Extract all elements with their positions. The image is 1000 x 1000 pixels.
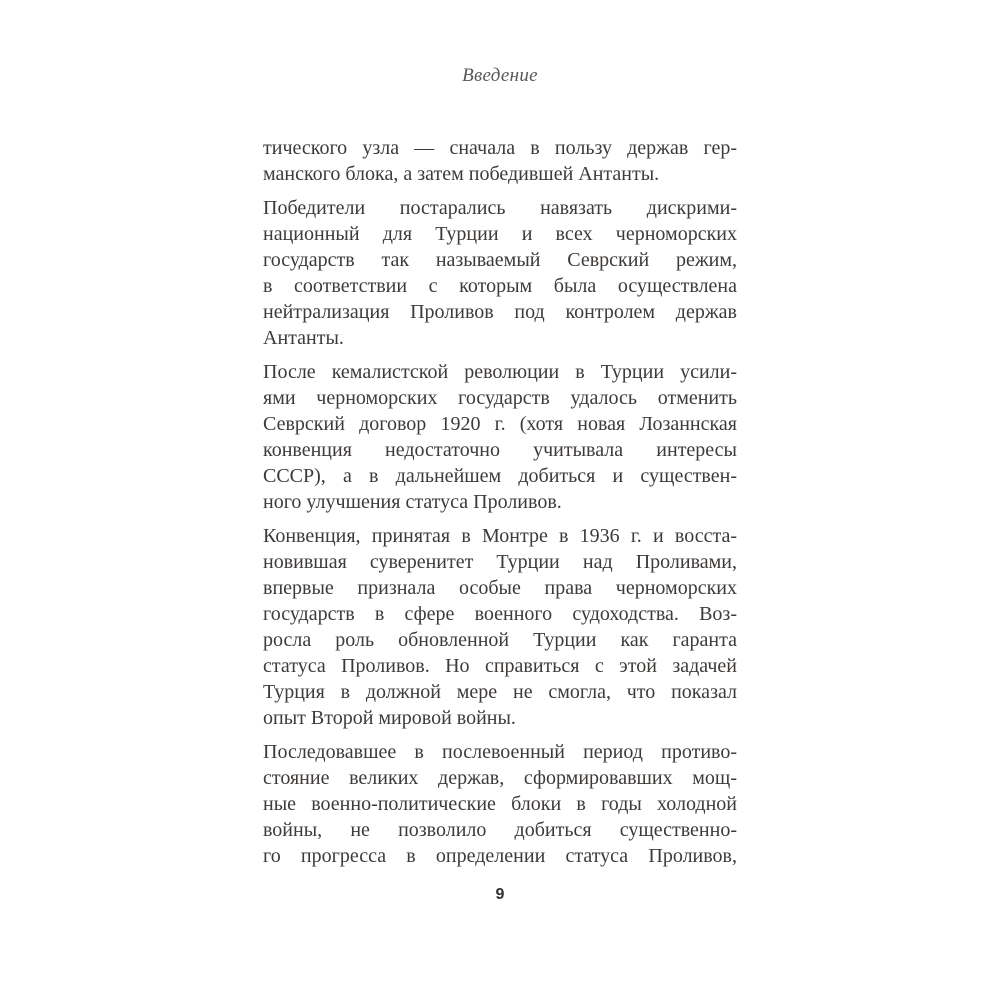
paragraph-4: [263, 523, 737, 731]
text-line: росла роль обновленной Турции как гаранта: [263, 629, 737, 651]
text-line: национный для Турции и всех черноморских: [263, 223, 737, 245]
text-line: тического узла — сначала в пользу держав гер-: [263, 137, 737, 159]
text-line: Конвенция, принятая в Монтре в 1936 г. и восста-: [263, 525, 737, 547]
text-line: Антанты.: [263, 327, 344, 349]
text-line: Последовавшее в послевоенный период противо-: [263, 741, 737, 763]
page-body: [263, 135, 737, 869]
text-line: стояние великих держав, сформировавших мощ-: [263, 767, 737, 789]
text-line: СССР), а в дальнейшем добиться и существен-: [263, 465, 737, 487]
text-line: впервые признала особые права черноморских: [263, 577, 737, 599]
text-line: государств в сфере военного судоходства. Воз-: [263, 603, 737, 625]
text-line: статуса Проливов. Но справиться с этой задачей: [263, 655, 737, 677]
text-line: ного улучшения статуса Проливов.: [263, 491, 562, 513]
text-line: нейтрализация Проливов под контролем держав: [263, 301, 737, 323]
text-line: После кемалистской революции в Турции усили-: [263, 361, 737, 383]
text-line: конвенция недостаточно учитывала интересы: [263, 439, 737, 461]
text-line: манского блока, а затем победившей Антанты.: [263, 163, 660, 185]
text-line: государств так называемый Севрский режим,: [263, 249, 737, 271]
text-line: Севрский договор 1920 г. (хотя новая Лозаннская: [263, 413, 737, 435]
paragraph-2: [263, 195, 737, 351]
text-line: новившая суверенитет Турции над Проливами,: [263, 551, 737, 573]
text-line: Турция в должной мере не смогла, что показал: [263, 681, 737, 703]
paragraph-3: [263, 359, 737, 515]
paragraph-5: [263, 739, 737, 869]
text-line: ные военно-политические блоки в годы холодной: [263, 793, 737, 815]
text-line: в соответствии с которым была осуществлена: [263, 275, 737, 297]
text-line: го прогресса в определении статуса Проливов,: [263, 845, 737, 867]
page-number: 9: [495, 886, 505, 903]
paragraph-1: [263, 135, 737, 187]
text-line: Победители постарались навязать дискрими-: [263, 197, 737, 219]
text-line: опыт Второй мировой войны.: [263, 707, 516, 729]
book-page: [263, 0, 737, 869]
running-header: Введение: [462, 65, 538, 86]
text-line: войны, не позволило добиться существенно-: [263, 819, 737, 841]
text-line: ями черноморских государств удалось отменить: [263, 387, 737, 409]
